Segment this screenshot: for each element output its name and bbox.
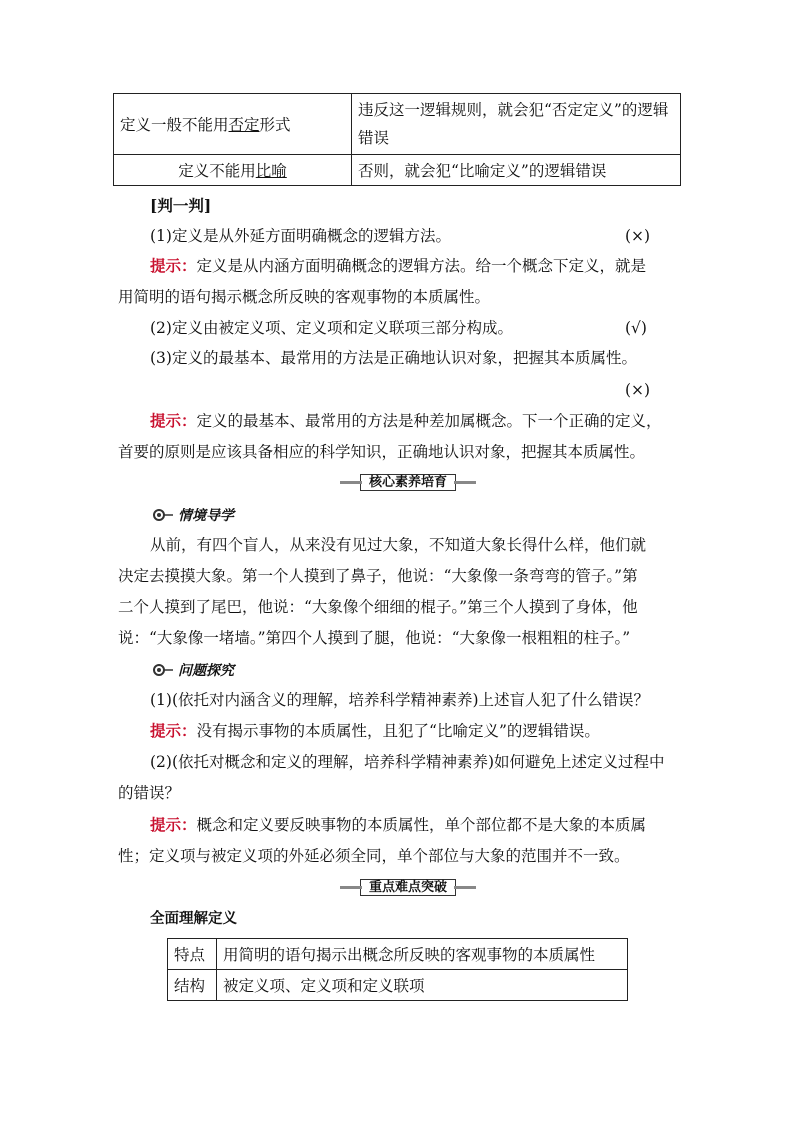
question-1: (1)定义是从外延方面明确概念的逻辑方法。	[150, 227, 451, 245]
table-row	[168, 970, 628, 1001]
subheading-label: 情境导学	[178, 508, 234, 524]
hint-3-line-1	[150, 411, 662, 431]
table-cell	[114, 155, 352, 186]
gear-icon	[152, 663, 174, 677]
hint-1-line-2: 用简明的语句揭示概念所反映的客观事物的本质属性。	[118, 288, 491, 306]
banner-label: 核心素养培育	[360, 474, 456, 491]
section-banner	[340, 473, 476, 491]
inquiry-question-2-line-2: 的错误？	[118, 784, 181, 802]
cell-text: 定义一般不能用	[120, 116, 229, 134]
question-1-mark: (×)	[625, 227, 651, 245]
cell-underlined-text: 否定	[228, 116, 260, 134]
inquiry-question-1: (1)(依托对内涵含义的理解，培养科学精神素养)上述盲人犯了什么错误？	[150, 691, 650, 709]
cell-text: 定义不能用	[178, 162, 256, 180]
banner-label: 重点难点突破	[360, 879, 456, 896]
inquiry-hint-2-line-1	[150, 815, 646, 835]
question-3: (3)定义的最基本、最常用的方法是正确地认识对象，把握其本质属性。	[150, 349, 637, 367]
table-row	[168, 939, 628, 970]
banner-bar	[340, 886, 362, 889]
hint-label: 提示：	[150, 721, 197, 740]
table-row	[114, 155, 681, 186]
table-cell: 否则，就会犯“比喻定义”的逻辑错误	[352, 155, 681, 186]
table-row	[114, 94, 681, 155]
question-3-mark: (×)	[625, 381, 651, 399]
banner-bar	[340, 481, 362, 484]
hint-label: 提示：	[150, 411, 197, 430]
banner-bar	[454, 886, 476, 889]
inquiry-question-2-line-1: (2)(依托对概念和定义的理解，培养科学精神素养)如何避免上述定义过程中	[150, 753, 665, 771]
story-line: 决定去摸摸大象。第一个人摸到了鼻子，他说：“大象像一条弯弯的管子。”第	[118, 567, 638, 585]
table-value-cell: 用简明的语句揭示出概念所反映的客观事物的本质属性	[217, 939, 628, 970]
story-line: 说：“大象像一堵墙。”第四个人摸到了腿，他说：“大象像一根粗粗的柱子。”	[118, 629, 631, 647]
section-title: 全面理解定义	[150, 911, 237, 927]
subheading-situation	[152, 505, 234, 525]
hint-text: 没有揭示事物的本质属性，且犯了“比喻定义”的逻辑错误。	[196, 722, 600, 740]
table-key-cell: 结构	[168, 970, 217, 1001]
table-cell	[114, 94, 352, 155]
judge-title: [判一判]	[150, 196, 212, 215]
table-value-cell: 被定义项、定义项和定义联项	[217, 970, 628, 1001]
question-2-mark: (√)	[625, 319, 647, 337]
hint-text: 定义是从内涵方面明确概念的逻辑方法。给一个概念下定义，就是	[196, 257, 647, 275]
story-line: 二个人摸到了尾巴，他说：“大象像个细细的棍子。”第三个人摸到了身体，他	[118, 598, 638, 616]
cell-text: 形式	[259, 116, 291, 134]
hint-text: 概念和定义要反映事物的本质属性，单个部位都不是大象的本质属	[196, 816, 647, 834]
subheading-inquiry	[152, 660, 234, 680]
subheading-label: 问题探究	[178, 663, 234, 679]
definition-table	[167, 938, 628, 1001]
rules-table	[113, 93, 681, 186]
inquiry-hint-1	[150, 721, 600, 741]
banner-bar	[454, 481, 476, 484]
table-cell: 违反这一逻辑规则，就会犯“否定定义”的逻辑错误	[352, 94, 681, 155]
hint-label: 提示：	[150, 815, 197, 834]
hint-3-line-2: 首要的原则是应该具备相应的科学知识，正确地认识对象，把握其本质属性。	[118, 443, 646, 461]
cell-underlined-text: 比喻	[255, 162, 287, 180]
question-2: (2)定义由被定义项、定义项和定义联项三部分构成。	[150, 319, 513, 337]
table-key-cell: 特点	[168, 939, 217, 970]
section-banner	[340, 878, 476, 896]
gear-icon	[152, 508, 174, 522]
hint-label: 提示：	[150, 256, 197, 275]
story-line: 从前，有四个盲人，从来没有见过大象，不知道大象长得什么样，他们就	[150, 536, 647, 554]
inquiry-hint-2-line-2: 性；定义项与被定义项的外延必须全同，单个部位与大象的范围并不一致。	[118, 847, 630, 865]
hint-text: 定义的最基本、最常用的方法是种差加属概念。下一个正确的定义，	[196, 412, 662, 430]
hint-1-line-1	[150, 256, 646, 276]
